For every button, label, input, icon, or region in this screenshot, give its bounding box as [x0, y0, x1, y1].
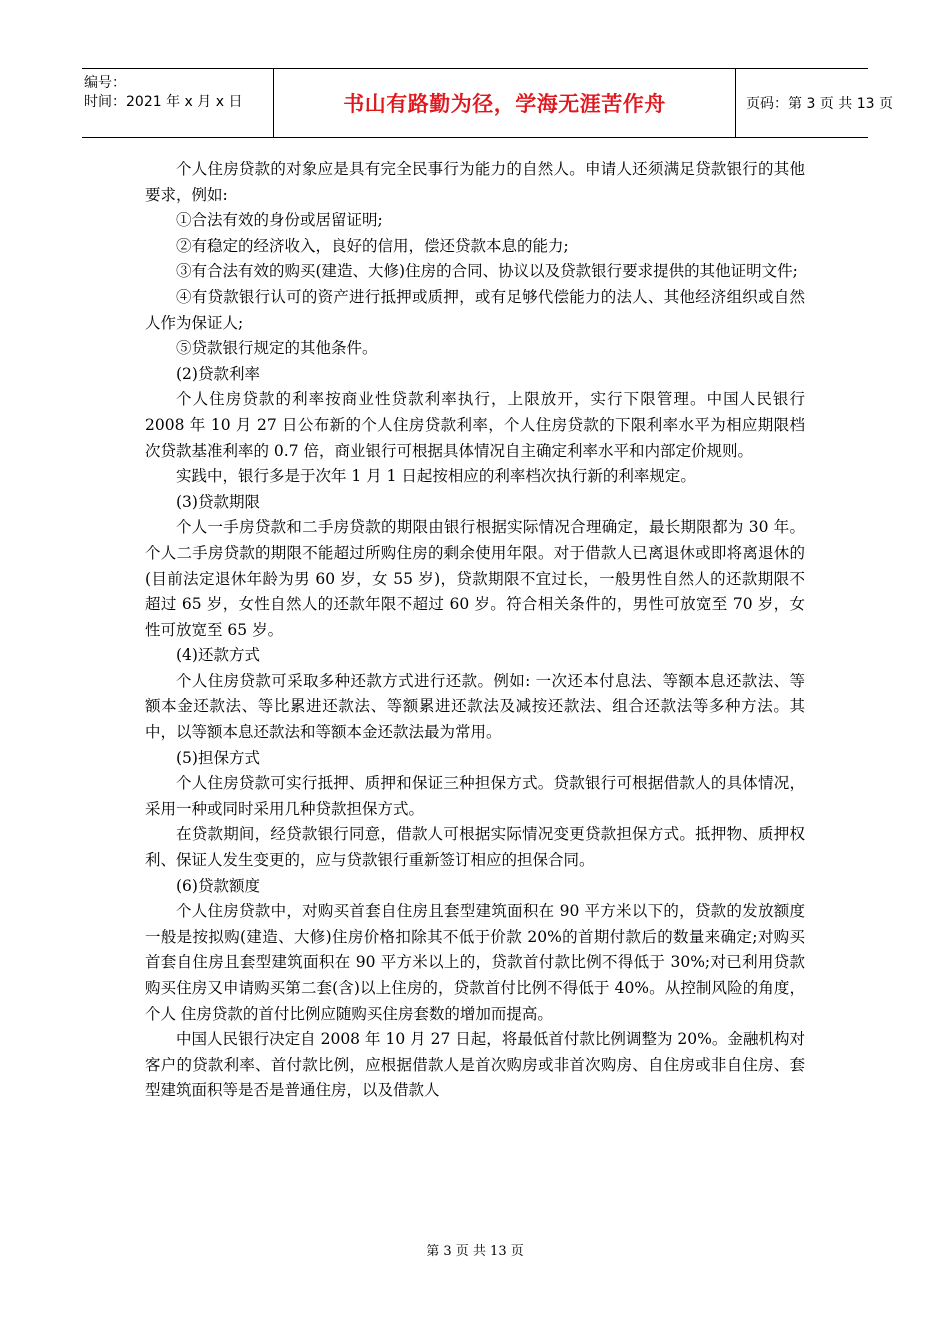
paragraph: 个人住房贷款可实行抵押、质押和保证三种担保方式。贷款银行可根据借款人的具体情况，采用一种或同时采用几种贷款担保方式。	[145, 774, 805, 818]
list-item: ②有稳定的经济收入，良好的信用，偿还贷款本息的能力;	[176, 236, 569, 255]
document-date-label: 时间：2021 年 x 月 x 日	[84, 94, 243, 110]
paragraph: 在贷款期间，经贷款银行同意，借款人可根据实际情况变更贷款担保方式。抵押物、质押权利、保证人发生变更的，应与贷款银行重新签订相应的担保合同。	[145, 825, 805, 870]
header-motto: 书山有路勤为径，学海无涯苦作舟	[274, 69, 736, 137]
page-header	[82, 68, 893, 138]
section-heading: (5)担保方式	[176, 748, 260, 767]
section-heading: (6)贷款额度	[176, 876, 260, 895]
paragraph: 中国人民银行决定自 2008 年 10 月 27 日起，将最低首付款比例调整为 20%。金融机构对客户的贷款利率、首付款比例，应根据借款人是首次购房或非首次购房、自住房或非自住房、套型建筑面积等是否是普通住房，以及借款人	[145, 1030, 805, 1100]
paragraph: 个人一手房贷款和二手房贷款的期限由银行根据实际情况合理确定，最长期限都为 30 年。个人二手房贷款的期限不能超过所购住房的剩余使用年限。对于借款人已离退休或即将离退休的(目前法定退休年龄为男 60 岁，女 55 岁)，贷款期限不宜过长，一般男性自然人的还款期限不超过 65 岁，女性自然人的还款年限不超过 60 岁。符合相关条件的，男性可放宽至 70 岁，女性可放宽至 65 岁。	[145, 518, 805, 639]
document-number-label: 编号：	[84, 75, 126, 91]
page-footer: 第 3 页 共 13 页	[426, 1244, 524, 1259]
header-meta	[82, 69, 274, 137]
paragraph: 个人住房贷款可采取多种还款方式进行还款。例如: 一次还本付息法、等额本息还款法、等额本金还款法、等比累进还款法、等额累进还款法及减按还款法、组合还款法等多种方法。其中，以等额本息还款法和等额本金还款法最为常用。	[145, 671, 805, 742]
section-heading: (4)还款方式	[176, 646, 260, 665]
paragraph: 个人住房贷款中，对购买首套自住房且套型建筑面积在 90 平方米以下的，贷款的发放额度一般是按拟购(建造、大修)住房价格扣除其不低于价款 20%的首期付款后的数量来确定;对购买首套自住房且套型建筑面积在 90 平方米以上的，贷款首付款比例不得低于 30%;对已利用贷款购买住房又申请购买第二套(含)以上住房的，贷款首付比例不得低于 40%。从控制风险的角度，个人 住房贷款的首付比例应随购买住房套数的增加而提高。	[145, 902, 805, 1023]
paragraph: 个人住房贷款的对象应是具有完全民事行为能力的自然人。申请人还须满足贷款银行的其他要求，例如:	[145, 160, 805, 204]
list-item: ③有合法有效的购买(建造、大修)住房的合同、协议以及贷款银行要求提供的其他证明文件;	[176, 262, 798, 281]
list-item: ⑤贷款银行规定的其他条件。	[176, 339, 378, 358]
list-item: ①合法有效的身份或居留证明;	[176, 211, 383, 230]
paragraph: 实践中，银行多是于次年 1 月 1 日起按相应的利率档次执行新的利率规定。	[176, 467, 696, 486]
header-page-info: 页码：第 3 页 共 13 页	[746, 96, 893, 112]
section-heading: (3)贷款期限	[176, 492, 260, 511]
paragraph: 个人住房贷款的利率按商业性贷款利率执行，上限放开，实行下限管理。中国人民银行 2008 年 10 月 27 日公布新的个人住房贷款利率，个人住房贷款的下限利率水平为相应期限档次贷款基准利率的 0.7 倍，商业银行可根据具体情况自主确定利率水平和内部定价规则。	[145, 390, 805, 460]
section-heading: (2)贷款利率	[176, 364, 260, 383]
list-item: ④有贷款银行认可的资产进行抵押或质押，或有足够代偿能力的法人、其他经济组织或自然人作为保证人;	[145, 287, 805, 332]
document-body	[145, 157, 805, 1104]
